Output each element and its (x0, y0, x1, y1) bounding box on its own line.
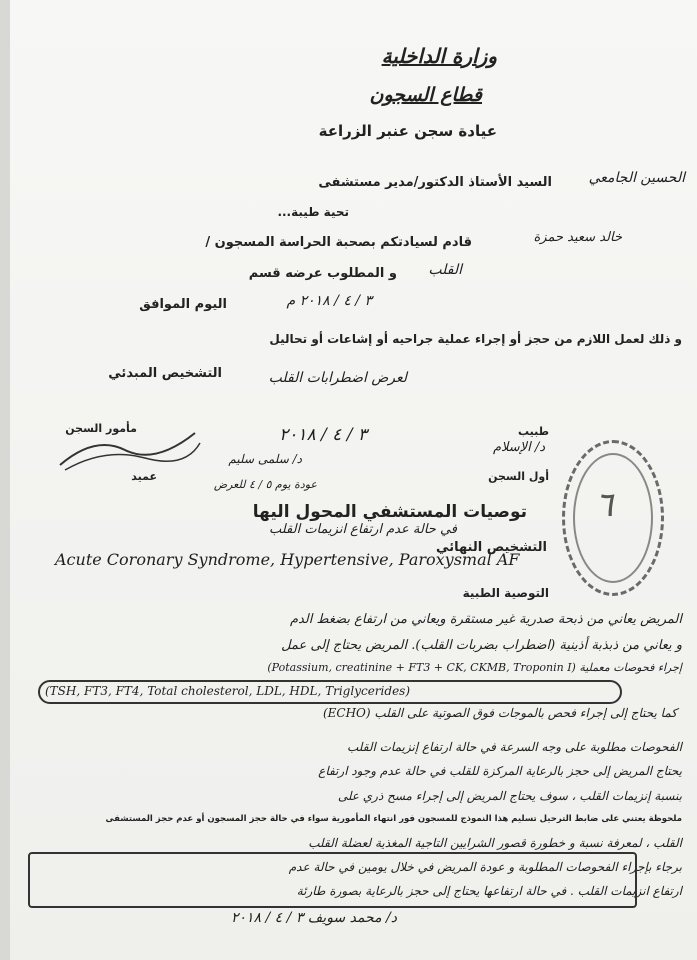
final-diagnosis-hand-ar: في حالة عدم ارتفاع انزيمات القلب (268, 522, 457, 537)
purpose-text: و ذلك لعمل اللازم من حجز أو إجراء عملية جراحيه أو إشاعات أو تحاليل (269, 332, 682, 346)
lab-tests-box (38, 680, 622, 704)
rec-line: المريض يعاني من ذبحة صدرية غير مستقرة ويعاني من ارتفاع بضغط الدم (289, 612, 682, 627)
date-hand: ٣ / ٤ / ٢٠١٨ م (286, 293, 372, 309)
greeting: تحية طيبة... (277, 205, 349, 219)
official-stamp (562, 440, 664, 596)
lower-line: القلب ، لمعرفة نسبة و خطورة قصور الشرايين التاجية المغذية لعضلة القلب (308, 836, 682, 850)
stamp-number: ٦ (595, 485, 614, 525)
final-diagnosis-label: التشخيص النهائي (436, 540, 547, 555)
rank-label: عميد (131, 470, 157, 483)
diagnosis-hand: لعرض اضطرابات القلب (268, 370, 407, 386)
required-hand: القلب (428, 262, 462, 278)
ministry-title: وزارة الداخلية (381, 44, 497, 68)
sector-title: قطاع السجون (369, 84, 482, 106)
officer-note-hand: عودة يوم ٥ / ٤ للعرض (213, 478, 317, 491)
recommendations-title: توصيات المستشفي المحول اليها (252, 502, 527, 522)
date-label: اليوم الموافق (139, 297, 227, 312)
officer-signature-scribble (55, 425, 205, 475)
rec-line: و يعاني من ذبذبة أذينية (اضطراب بضربات القلب). المريض يحتاج إلى عمل (281, 638, 682, 653)
addressee-label: السيد الأستاذ الدكتور/مدير مستشفى (318, 175, 552, 190)
doctor-hand: د/ الإسلام (492, 440, 545, 455)
rec-line: كما يحتاج إلى إجراء فحص بالموجات فوق الصوتية على القلب (ECHO) (322, 706, 677, 720)
medical-rec-label: التوصية الطبية (462, 586, 549, 600)
prison-label: أول السجن (488, 470, 549, 483)
officer-date-hand: ٣ / ٤ / ٢٠١٨ (279, 425, 367, 445)
rec-line: (TSH, FT3, FT4, Total cholesterol, LDL, HDL, Triglycerides) (45, 684, 411, 698)
rec-line: بنسبة إنزيمات القلب ، سوف يحتاج المريض إلى إجراء مسح ذري على (337, 789, 682, 803)
presented-hand: خالد سعيد حمزة (533, 230, 622, 245)
rec-line: يحتاج المريض إلى حجز بالرعاية المركزة للقلب في حالة عدم وجود ارتفاع (318, 764, 682, 778)
lower-line: ارتفاع انزيمات القلب . في حالة ارتفاعها يحتاج إلى حجز بالرعاية بصورة طارئة (296, 884, 682, 898)
rec-line: الفحوصات مطلوبة على وجه السرعة في حالة ارتفاع إنزيمات القلب (347, 740, 682, 754)
closing-signature-hand: د/ محمد سويف ٣ / ٤ / ٢٠١٨ (230, 910, 397, 926)
rec-line: إجراء فحوصات معملية (Potassium, creatinine + FT3 + CK, CKMB, Troponin I) (267, 661, 682, 674)
note-printed: ملحوظة يعتني على ضابط الترحيل تسليم هذا النموذج للمسجون فور انتهاء المأمورية سواء في حالة حجز المسجون أو عدم حجز المستشفى (105, 814, 682, 824)
doctor-label: طبيب (518, 425, 549, 438)
final-diagnosis-hand-en: Acute Coronary Syndrome, Hypertensive, Paroxysmal AF (55, 550, 520, 569)
diagnosis-label: التشخيص المبدئي (108, 366, 222, 381)
followup-bracket (28, 852, 637, 908)
presented-label: قادم لسيادتكم بصحبة الحراسة المسجون / (205, 235, 472, 250)
addressee-hand: الحسين الجامعي (588, 170, 685, 186)
scan-edge (0, 0, 10, 960)
lower-line: برجاء بإجراء الفحوصات المطلوبة و عودة المريض في خلال يومين في حالة عدم (288, 860, 682, 874)
officer-label: مأمور السجن (65, 422, 137, 435)
required-label: و المطلوب عرضه قسم (248, 266, 397, 281)
officer-name-hand: د/ سلمى سليم (228, 452, 302, 466)
clinic-title: عيادة سجن عنبر الزراعة (318, 122, 497, 140)
